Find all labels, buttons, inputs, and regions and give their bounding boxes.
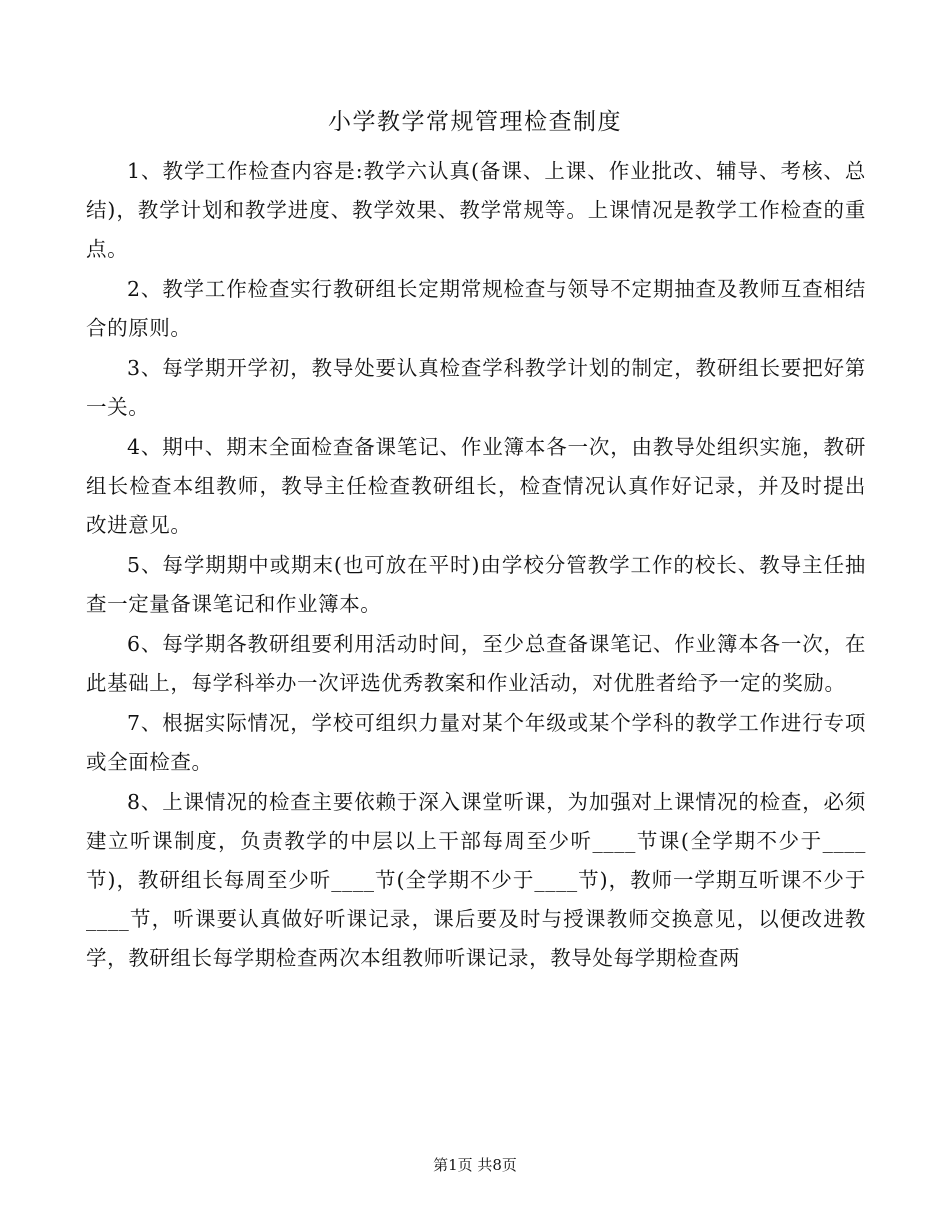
paragraph-4: 4、期中、期末全面检查备课笔记、作业簿本各一次，由教导处组织实施，教研组长检查本组教师，教导主任检查教研组长，检查情况认真作好记录，并及时提出改进意见。 <box>86 435 866 537</box>
paragraph-6: 6、每学期各教研组要利用活动时间，至少总查备课笔记、作业簿本各一次，在此基础上，每学科举办一次评选优秀教案和作业活动，对优胜者给予一定的奖励。 <box>86 632 866 695</box>
page-number-footer: 第1页 共8页 <box>433 1156 517 1174</box>
document-body <box>86 152 866 979</box>
paragraph-2: 2、教学工作检查实行教研组长定期常规检查与领导不定期抽查及教师互查相结合的原则。 <box>86 277 866 340</box>
paragraph-7: 7、根据实际情况，学校可组织力量对某个年级或某个学科的教学工作进行专项或全面检查。 <box>86 711 866 774</box>
paragraph-8: 8、上课情况的检查主要依赖于深入课堂听课，为加强对上课情况的检查，必须建立听课制度，负责教学的中层以上干部每周至少听____节课(全学期不少于____节)，教研组长每周至少听____节(全学期不少于____节)，教师一学期互听课不少于____节，听课要认真做好听课记录，课后要及时与授课教师交换意见，以便改进教学，教研组长每学期检查两次本组教师听课记录，教导处每学期检查两 <box>86 790 866 970</box>
paragraph-3: 3、每学期开学初，教导处要认真检查学科教学计划的制定，教研组长要把好第一关。 <box>86 356 866 419</box>
paragraph-1: 1、教学工作检查内容是:教学六认真(备课、上课、作业批改、辅导、考核、总结)，教学计划和教学进度、教学效果、教学常规等。上课情况是教学工作检查的重点。 <box>86 159 866 261</box>
document-title: 小学教学常规管理检查制度 <box>328 109 622 135</box>
paragraph-5: 5、每学期期中或期末(也可放在平时)由学校分管教学工作的校长、教导主任抽查一定量备课笔记和作业簿本。 <box>86 553 866 616</box>
